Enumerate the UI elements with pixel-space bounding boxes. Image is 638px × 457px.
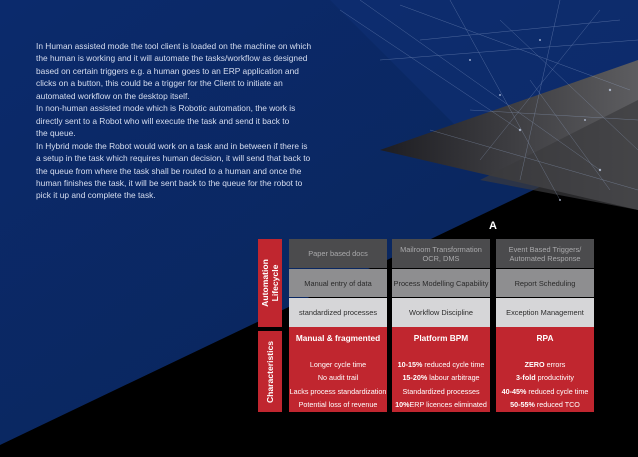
lifecycle-cell: Event Based Triggers/ Automated Response [496,239,594,268]
metric-line: 15-20% labour arbitrage [402,373,480,383]
paragraph-line: the human is working and it will automate the tasks/workflow as designed [36,53,308,64]
metric-line: Lacks process standardization [289,386,387,396]
description-paragraph [36,40,334,202]
metric-line: Standardized processes [402,386,480,396]
metric-line: Potential loss of revenue [298,399,378,409]
metric-line: 3-fold productivity [516,373,574,383]
paragraph-line: automated workflow on the desktop itself. [36,90,190,101]
paragraph-line: human finishes the task, it will be sent back to the queue for the robot to [36,177,303,188]
column-title: RPA [536,333,554,343]
characteristics-column-bpm [392,327,490,412]
lifecycle-cell: Workflow Discipline [392,298,490,327]
lifecycle-cell: Paper based docs [289,239,387,268]
lifecycle-side-label [258,239,282,327]
metric-line: 10-15% reduced cycle time [397,360,485,369]
paragraph-line: the queue from where the task shall be routed to a human and once the [36,165,302,176]
paragraph-line: based on certain triggers e.g. a human goes to an ERP application and [36,65,299,76]
lifecycle-side-text: Automation Lifecycle [260,259,280,307]
characteristics-column-manual [289,327,387,412]
metric-line: ZERO errors [524,360,566,369]
metric-line: Longer cycle time [309,360,367,369]
paragraph-line: clicks on a button, this could be a trigger for the Client to initiate an [36,78,283,89]
paragraph-line: a setup in the task which requires human decision, it will send that back to [36,153,311,164]
paragraph-line: In Hybrid mode the Robot would work on a task and in between if there is [36,140,308,151]
column-title: Manual & fragmented [295,333,381,343]
paragraph-line: directly sent to a Robot who will execute the task and send it back to [36,115,290,126]
paragraph-line: the queue. [36,128,76,139]
lifecycle-cell: Mailroom Transformation OCR, DMS [392,239,490,268]
paragraph-line: In Human assisted mode the tool client is loaded on the machine on which [36,41,312,51]
characteristics-side-label [258,331,282,412]
column-title: Platform BPM [413,333,469,343]
lifecycle-cell: Process Modelling Capability [392,269,490,297]
lifecycle-cell: Exception Management [496,298,594,327]
lifecycle-cell: Report Scheduling [496,269,594,297]
metric-line: 10%ERP licences eliminated [395,399,487,409]
paragraph-line: In non-human assisted mode which is Robotic automation, the work is [36,103,296,114]
metric-line: No audit trail [317,373,359,383]
paragraph-line: pick it up and complete the task. [36,190,156,201]
characteristics-column-rpa [496,327,594,412]
characteristics-side-text: Characteristics [265,340,276,403]
lifecycle-cell: standardized processes [289,298,387,327]
metric-line: 50-55% reduced TCO [510,399,580,409]
marker-label: A [489,220,497,232]
lifecycle-cell: Manual entry of data [289,269,387,297]
metric-line: 40-45% reduced cycle time [501,386,589,396]
